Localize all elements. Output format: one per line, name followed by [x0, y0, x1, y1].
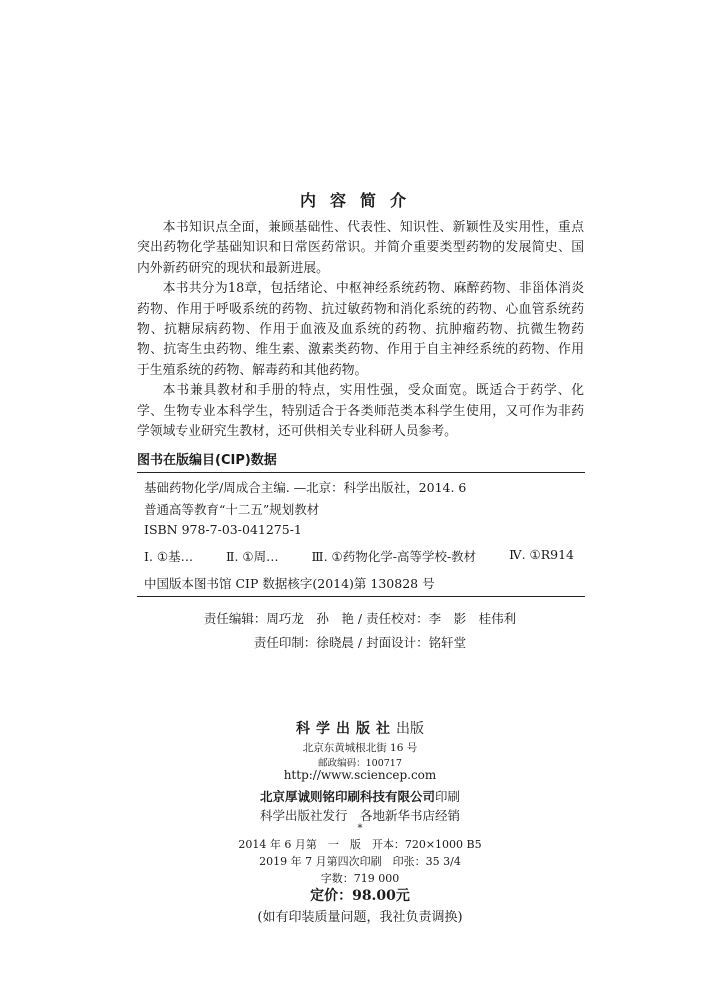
cip-class-item: Ⅳ. ①R914 — [509, 547, 574, 562]
publisher-postcode: 邮政编码：100717 — [318, 758, 402, 769]
word-count: 字数：719 000 — [320, 872, 400, 885]
intro-paragraph: 本书共分为18章，包括绪论、中枢神经系统药物、麻醉药物、非甾体消炎药物、作用于呼吸系统的药物、抗过敏药物和消化系统的药物、心血管系统药物、抗糖尿病药物、作用于血液及血系统的药物、抗肿瘤药物、抗微生物药物、抗寄生虫药物、维生素、激素类药物、作用于自主神经系统的药物、作用于生殖系统的药物、解毒药和其他药物。 — [137, 281, 584, 378]
cip-class-item: Ⅱ. ①周… — [225, 549, 279, 564]
printer-name: 北京厚诚则铭印刷科技有限公司 — [259, 789, 435, 804]
price: 定价：98.00元 — [310, 888, 410, 904]
edition-line-1: 2014 年 6 月第 一 版 开本：720×1000 B5 — [238, 838, 482, 851]
edition-line-2: 2019 年 7 月第四次印刷 印张：35 3/4 — [259, 855, 461, 868]
publisher-suffix: 出版 — [396, 721, 424, 737]
printer-line — [0, 787, 720, 805]
separator-star: * — [357, 823, 363, 834]
cip-line-isbn: ISBN 978-7-03-041275-1 — [144, 522, 302, 537]
quality-notice: (如有印装质量问题，我社负责调换) — [257, 910, 463, 925]
cip-line-title: 基础药物化学/周成合主编. —北京：科学出版社，2014. 6 — [144, 480, 467, 495]
printer-suffix: 印刷 — [435, 789, 461, 804]
intro-paragraph: 本书兼具教材和手册的特点，实用性强，受众面宽。既适合于药学、化学、生物专业本科学生，特别适合于各类师范类本科学生使用，又可作为非药学领域专业研究生教材，还可供相关专业科研人员参考。 — [137, 383, 584, 440]
cip-class-item: Ⅰ. ①基… — [144, 549, 194, 564]
editors-line-2: 责任印制：徐晓晨 / 封面设计：铭轩堂 — [253, 635, 467, 650]
publisher-address: 北京东黄城根北街 16 号 — [302, 742, 418, 754]
cip-record: 中国版本图书馆 CIP 数据核字(2014)第 130828 号 — [144, 576, 435, 591]
publisher-name: 科学出版社 — [296, 721, 396, 737]
intro-body — [137, 218, 584, 442]
intro-title: 内容简介 — [299, 191, 420, 210]
distribution-line: 科学出版社发行 各地新华书店经销 — [259, 808, 460, 823]
publisher-line — [0, 718, 720, 738]
intro-paragraph: 本书知识点全面，兼顾基础性、代表性、知识性、新颖性及实用性，重点突出药物化学基础知识和日常医药常识。并简介重要类型药物的发展简史、国内外新药研究的现状和最新进展。 — [137, 220, 584, 276]
editors-line-1: 责任编辑：周巧龙 孙 艳 / 责任校对：李 影 桂伟利 — [203, 611, 517, 626]
cip-class-item: Ⅲ. ①药物化学-高等学校-教材 — [311, 549, 477, 564]
publisher-url: http://www.sciencep.com — [283, 768, 437, 782]
cip-top-rule — [137, 472, 585, 473]
cip-classification — [144, 547, 574, 565]
cip-bottom-rule — [137, 596, 585, 597]
cip-line-series: 普通高等教育“十二五”规划教材 — [144, 502, 320, 517]
cip-heading: 图书在版编目(CIP)数据 — [137, 453, 277, 468]
